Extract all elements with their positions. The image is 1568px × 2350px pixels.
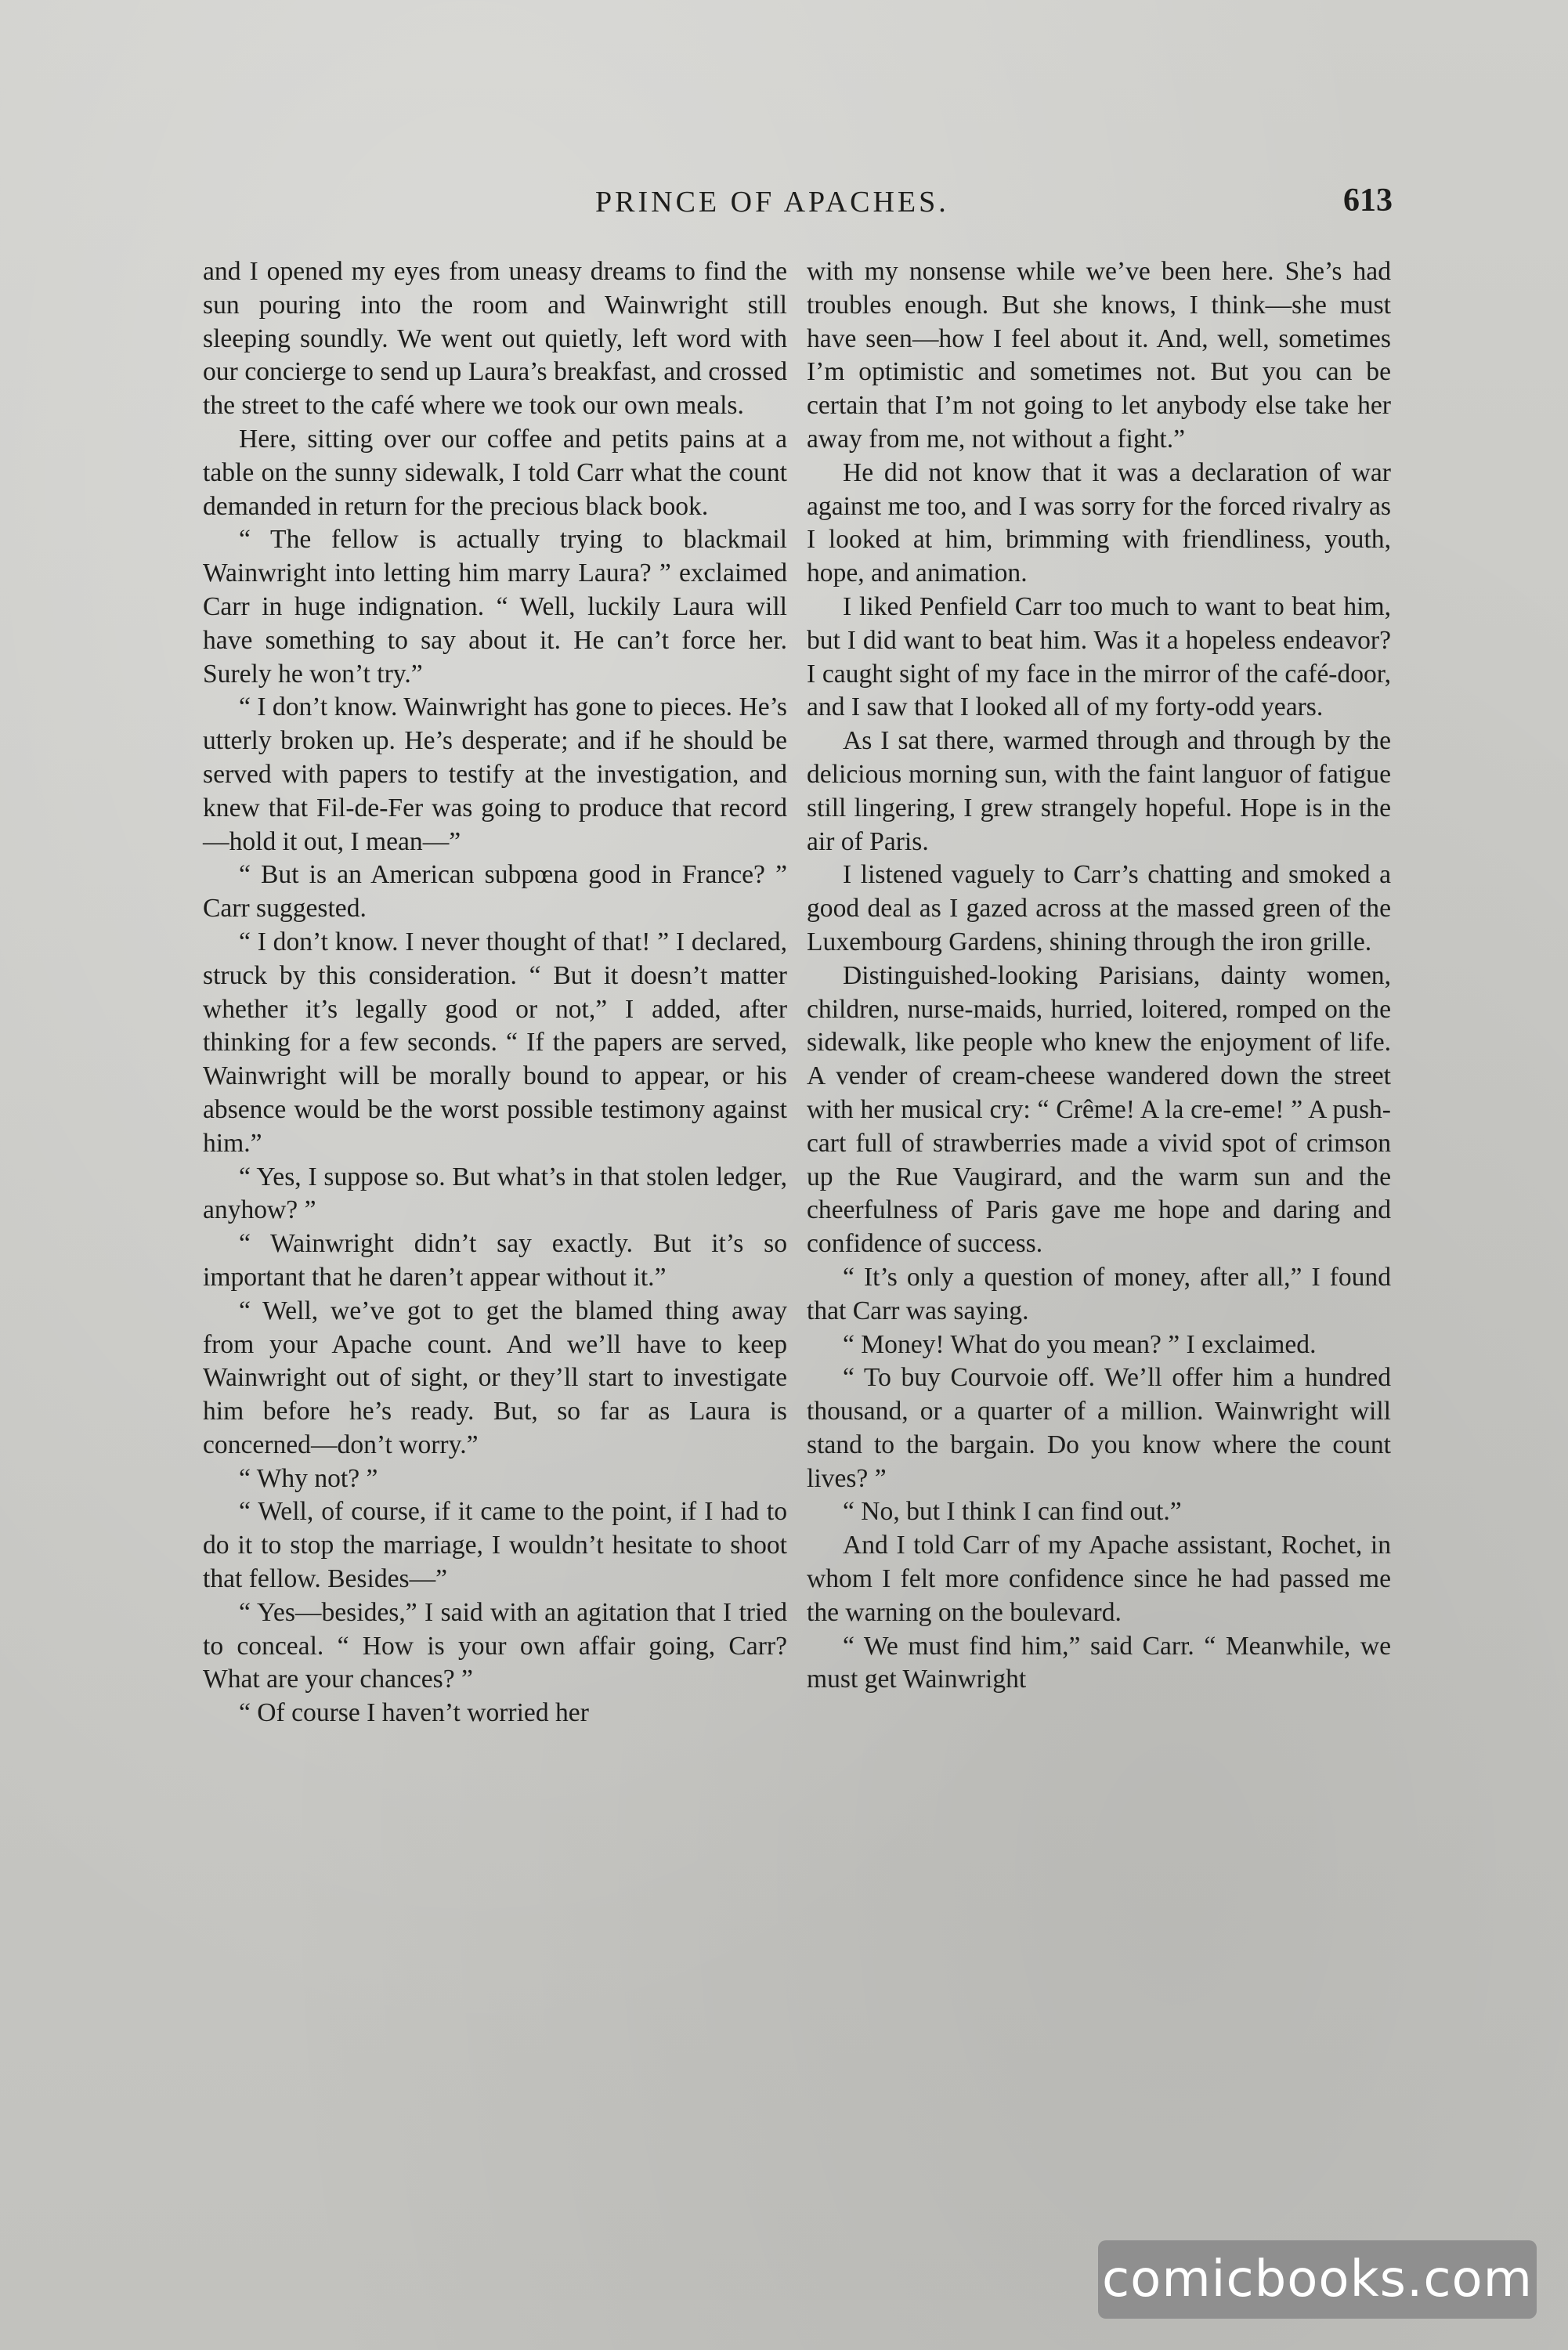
- paragraph: As I sat there, warmed through and through by the delicious morning sun, with the faint languor of fatigue still lingering, I grew strangely hopeful. Hope is in the air of Paris.: [807, 726, 1391, 856]
- paragraph: Here, sitting over our coffee and petits pains at a table on the sunny sidewalk, I told Carr what the count demanded in return for the precious black book.: [203, 424, 787, 521]
- paragraph: I listened vaguely to Carr’s chatting and smoked a good deal as I gazed across at the massed green of the Luxembourg Gardens, shining through the iron grille.: [807, 860, 1391, 956]
- paragraph: “ I don’t know. Wainwright has gone to pieces. He’s utterly broken up. He’s desperate; and if he should be served with papers to testify at the investigation, and knew that Fil-de-Fer was going to produce that record—hold it out, I mean—”: [203, 692, 787, 856]
- paragraph: Distinguished-looking Parisians, dainty women, children, nurse-maids, hurried, loitered, romped on the sidewalk, like people who knew the enjoyment of life. A vender of cream-cheese wandered down the street with her musical cry: “ Crême! A la cre-eme! ” A push-cart full of strawberries made a vivid spot of crimson up the Rue Vaugirard, and the warm sun and the cheerfulness of Paris gave me hope and daring and confidence of success.: [807, 960, 1391, 1259]
- paragraph: “ Well, we’ve got to get the blamed thing away from your Apache count. And we’ll have to keep Wainwright out of sight, or they’ll start to investigate him before he’s ready. But, so far as Laura is concerned—don’t worry.”: [203, 1296, 787, 1459]
- paragraph: “ Well, of course, if it came to the point, if I had to do it to stop the marriage, I wouldn’t hesitate to shoot that fellow. Besides—”: [203, 1497, 787, 1594]
- paragraph: “ Wainwright didn’t say exactly. But it’s so important that he daren’t appear without it.”: [203, 1229, 787, 1292]
- paragraph: “ It’s only a question of money, after all,” I found that Carr was saying.: [807, 1262, 1391, 1325]
- right-column: [807, 255, 1391, 1697]
- left-column: [203, 255, 787, 1730]
- paragraph: “ Why not? ”: [239, 1463, 378, 1493]
- running-head: [0, 185, 1568, 232]
- paragraph: “ No, but I think I can find out.”: [843, 1497, 1182, 1527]
- paragraph: and I opened my eyes from uneasy dreams to find the sun pouring into the room and Wainwright still sleeping soundly. We went out quietly, left word with our concierge to send up Laura’s breakfast, and crossed the street to the café where we took our own meals.: [203, 257, 787, 421]
- paragraph: “ Money! What do you mean? ” I exclaimed.: [843, 1329, 1317, 1359]
- page-number: 613: [1343, 183, 1393, 219]
- paragraph: with my nonsense while we’ve been here. She’s had troubles enough. But she knows, I think—she must have seen—how I feel about it. And, well, sometimes I’m optimistic and sometimes not. But you can be certain that I’m not going to let anybody else take her away from me, not without a fight.”: [807, 257, 1391, 454]
- paragraph: “ But is an American subpœna good in France? ” Carr suggested.: [203, 860, 787, 924]
- paragraph: “ I don’t know. I never thought of that! ” I declared, struck by this consideration. “ But it doesn’t matter whether it’s legally good or not,” I added, after thinking for a few seconds. “ If the papers are served, Wainwright will be morally bound to appear, or his absence would be the worst possible testimony against him.”: [203, 927, 787, 1158]
- paragraph: He did not know that it was a declaration of war against me too, and I was sorry for the forced rivalry as I looked at him, brimming with friendliness, youth, hope, and animation.: [807, 457, 1391, 588]
- paragraph: “ The fellow is actually trying to blackmail Wainwright into letting him marry Laura? ” exclaimed Carr in huge indignation. “ Well, luckily Laura will have something to say about it. He can’t force her. Surely he won’t try.”: [203, 525, 787, 689]
- paragraph: “ We must find him,” said Carr. “ Meanwhile, we must get Wainwright: [807, 1631, 1391, 1694]
- paragraph: “ Yes, I suppose so. But what’s in that stolen ledger, anyhow? ”: [203, 1162, 787, 1225]
- paragraph: “ To buy Courvoie off. We’ll offer him a hundred thousand, or a quarter of a million. Wainwright will stand to the bargain. Do you know where the count lives? ”: [807, 1363, 1391, 1493]
- paragraph: “ Of course I haven’t worried her: [239, 1698, 589, 1728]
- running-title: PRINCE OF APACHES.: [595, 186, 949, 219]
- watermark-logo: comicbooks.com: [1098, 2240, 1537, 2319]
- paragraph: “ Yes—besides,” I said with an agitation that I tried to conceal. “ How is your own affair going, Carr? What are your chances? ”: [203, 1597, 787, 1694]
- paragraph: I liked Penfield Carr too much to want to beat him, but I did want to beat him. Was it a hopeless endeavor? I caught sight of my face in the mirror of the café-door, and I saw that I looked all of my forty-odd years.: [807, 591, 1391, 722]
- paragraph: And I told Carr of my Apache assistant, Rochet, in whom I felt more confidence since he had passed me the warning on the boulevard.: [807, 1531, 1391, 1627]
